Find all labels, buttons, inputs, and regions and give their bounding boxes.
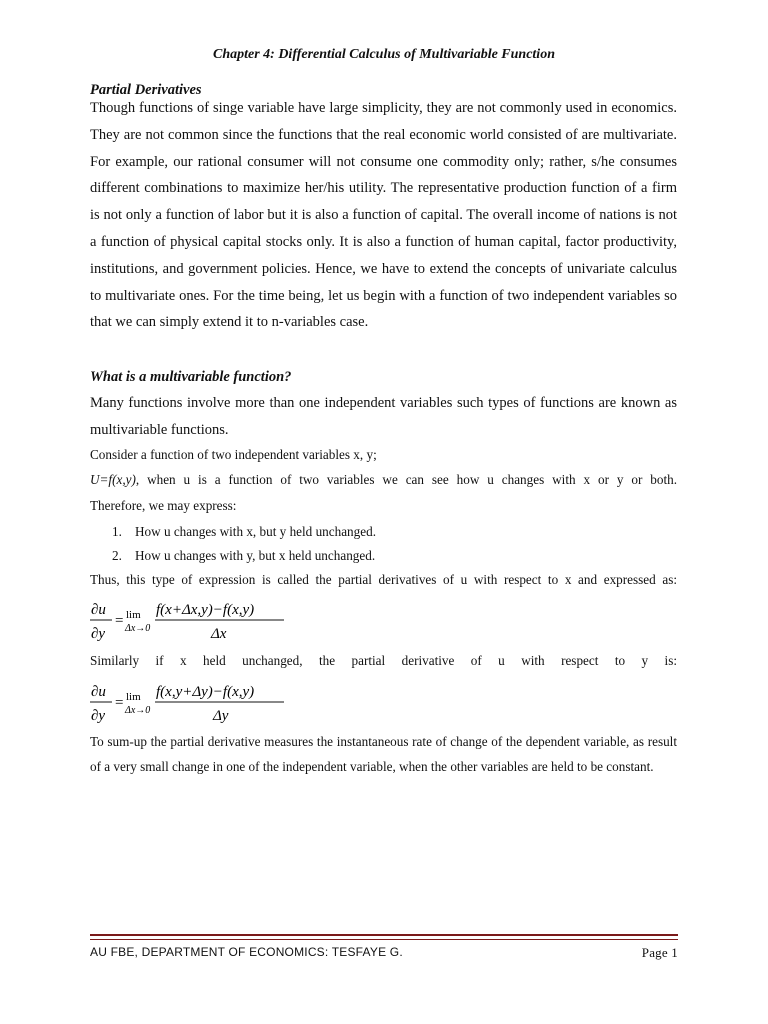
thus-text: Thus, this type of expression is called the partial derivatives of u with respect to x and expressed as: [90, 572, 677, 587]
footer-rule [90, 934, 678, 940]
intro-paragraph: Though functions of singe variable have large simplicity, they are not commonly used in economics. They are not common since the functions that the real economic world consisted of are multivariate. For example, our rational consumer will not consume one commodity only; rather, s/he consumes different combinations to maximize her/his utility. The representative production function of a firm is not only a function of labor but it is also a function of capital. The overall income of nations is not a function of physical capital stocks only. It is also a function of human capital, factor productivity, institutions, and government policies. Hence, we have to extend the concepts of univariate calculus to multivariate ones. For the time being, let us begin with a function of two independent variables so that we can simply extend it to n-variables case. [90, 100, 677, 331]
equation-y-lim: lim [126, 691, 141, 703]
function-description: , when u is a function of two variables we can see how u changes with x or y or both. [135, 472, 677, 487]
function-line [90, 468, 677, 493]
list-item-number: 2. [112, 548, 122, 563]
equation-x-lhs-numerator: ∂u [91, 602, 106, 618]
list-item-text: How u changes with y, but x held unchanged. [135, 548, 376, 563]
consider-text: Consider a function of two independent variables x, y; [90, 447, 377, 462]
list-item [112, 544, 376, 568]
equation-x-equals: = [115, 613, 124, 629]
multivariable-paragraph: Many functions involve more than one independent variables such types of functions are known as multivariable functions. [90, 395, 677, 438]
footer-page-number: Page 1 [641, 945, 678, 960]
partial-derivative-x-equation [90, 596, 310, 651]
equation-x-rhs-numerator: f(x+Δx,y)−f(x,y) [156, 602, 255, 618]
equation-y-svg [90, 678, 310, 728]
equation-x-lhs-denominator: ∂y [91, 626, 106, 642]
equation-x-lim-subscript: Δx→0 [125, 623, 151, 634]
change-list [112, 520, 376, 568]
similarly-text: Similarly if x held unchanged, the partial derivative of u with respect to y is: [90, 653, 677, 668]
equation-x-rhs-denominator: Δx [211, 626, 227, 642]
sumup-paragraph: To sum-up the partial derivative measures the instantaneous rate of change of the dependent variable, as result of a very small change in one of the independent variable, when the other variables are held to be constant. [90, 734, 677, 774]
partial-derivative-y-equation [90, 678, 310, 733]
section-heading-multivariable: What is a multivariable function? [90, 369, 292, 385]
chapter-title: Chapter 4: Differential Calculus of Multivariable Function [212, 47, 555, 62]
equation-y-rhs-numerator: f(x,y+Δy)−f(x,y) [156, 684, 255, 700]
section-heading-partial-derivatives: Partial Derivatives [90, 82, 202, 98]
equation-y-lhs-denominator: ∂y [91, 708, 106, 724]
function-expression: U=f(x,y) [90, 472, 136, 487]
therefore-text: Therefore, we may express: [90, 498, 237, 513]
list-item [112, 520, 376, 544]
equation-x-lim: lim [126, 609, 141, 621]
list-item-text: How u changes with x, but y held unchanged. [135, 524, 376, 539]
footer-department: AU FBE, DEPARTMENT OF ECONOMICS: TESFAYE G. [90, 945, 403, 959]
equation-y-lim-subscript: Δx→0 [125, 705, 151, 716]
equation-y-rhs-denominator: Δy [213, 708, 229, 724]
list-item-number: 1. [112, 524, 122, 539]
equation-x-svg [90, 596, 310, 646]
equation-y-lhs-numerator: ∂u [91, 684, 106, 700]
equation-y-equals: = [115, 695, 124, 711]
